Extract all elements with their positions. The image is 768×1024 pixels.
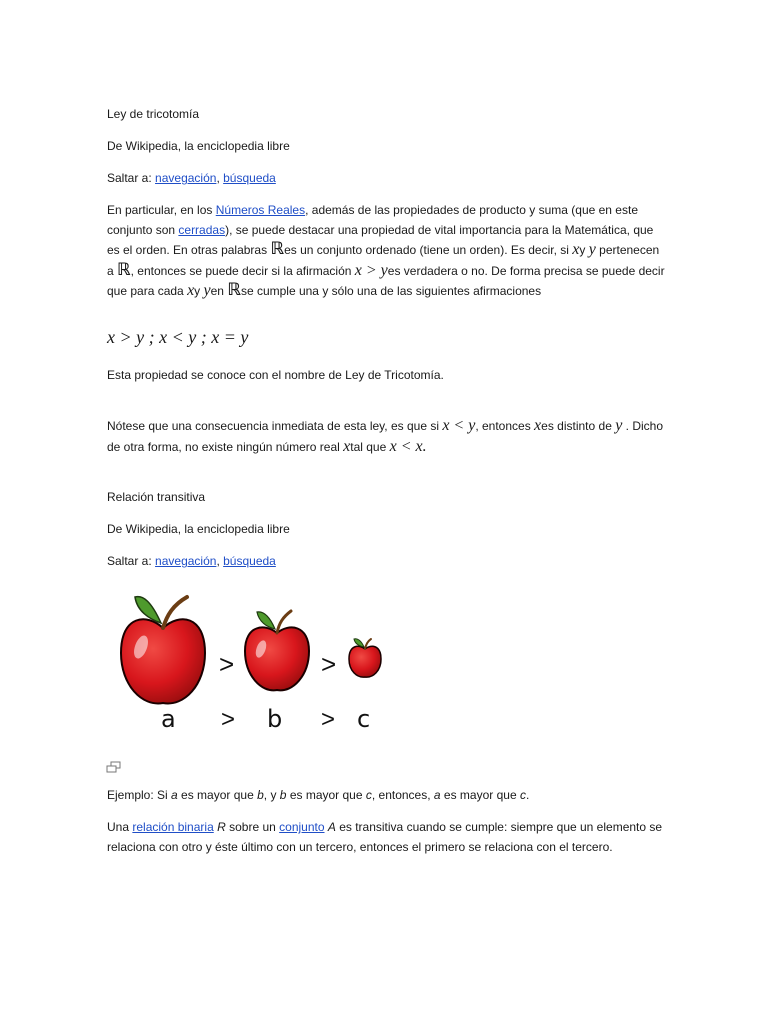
greater-than-symbol: > [321,649,337,679]
math-x: x [572,241,580,258]
text: es un conjunto ordenado (tiene un orden). Es decir, si [284,243,573,257]
text: , entonces [475,419,535,433]
greater-than-symbol: > [221,706,236,733]
source-line: De Wikipedia, la enciclopedia libre [107,522,290,536]
var-b: b [257,788,264,802]
label-c: c [357,705,371,733]
jump-prefix: Saltar a: [107,171,152,185]
text: , además de las propiedades de producto y suma (que en este conjunto son [107,203,638,237]
text: pertenecen a [107,243,660,278]
nav-link[interactable]: navegación [155,171,217,185]
article-title: Relación transitiva [107,490,206,504]
label-b: b [267,705,283,733]
jump-links [107,169,276,189]
apple-a-icon [121,597,205,704]
greater-than-symbol: > [321,706,336,733]
text: , entonces se puede decir si la afirmación [130,263,355,278]
text: , entonces, [371,788,434,802]
math-x: x [187,282,195,299]
var-R: R [217,820,226,834]
enlarge-icon[interactable] [106,761,122,773]
jump-prefix: Saltar a: [107,554,152,568]
math-y: y [203,282,211,299]
reals-symbol: ℝ [227,280,241,300]
text: es mayor que [286,788,366,802]
reals-symbol: ℝ [270,239,285,259]
property-sentence: Esta propiedad se conoce con el nombre de Ley de Tricotomía. [107,368,444,382]
search-link[interactable]: búsqueda [223,554,276,568]
source-line: De Wikipedia, la enciclopedia libre [107,139,290,153]
paragraph-order [107,201,667,302]
apples-transitivity-figure [107,585,397,745]
math-x: x [343,437,351,455]
article-title: Ley de tricotomía [107,107,200,121]
text: Nótese que una consecuencia inmediata de esta ley, es que si [107,419,443,433]
math-x-lt-x: x < x. [389,437,427,455]
text: y [194,284,204,298]
trichotomy-formula: x > y ; x < y ; x = y [107,327,249,347]
example-label: Ejemplo: [107,788,154,802]
text: . [525,788,530,802]
jump-separator: , [216,171,220,185]
text: tal que [350,439,390,454]
text: Una [107,820,133,834]
math-y: y [588,241,596,258]
nav-link[interactable]: navegación [155,554,217,568]
var-a: a [433,788,441,802]
var-c: c [365,788,372,802]
text: Si [153,788,172,802]
relacion-binaria-link[interactable]: relación binaria [132,820,214,834]
apple-c-icon [349,639,381,677]
var-A: A [327,820,336,834]
numeros-reales-link[interactable]: Números Reales [215,203,306,217]
greater-than-symbol: > [219,649,235,679]
text: es mayor que [177,788,258,802]
definition-paragraph [107,818,667,857]
text: En particular, en los [107,203,216,217]
example-sentence [107,786,667,806]
var-b: b [279,788,287,802]
text: es transitiva cuando se cumple: siempre que un elemento se relaciona con otro y éste último con un tercero, entonces el primero se relaciona con el tercero. [107,820,663,854]
text: , y [263,788,280,802]
math-y: y [615,417,623,434]
label-a: a [161,705,176,733]
jump-links [107,552,276,572]
text: . Dicho de otra forma, no existe ningún número real [107,419,663,454]
cerradas-link[interactable]: cerradas [178,222,226,237]
text: es distinto de [541,419,616,433]
text: se cumple una y sólo una de las siguientes afirmaciones [240,284,542,298]
text: ), se puede destacar una propiedad de vital importancia para la Matemática, que es el orden. En otras palabras [107,222,654,257]
paragraph-consequence [107,416,667,457]
text: es verdadera o no. De forma precisa se puede decir que para cada [107,263,665,298]
search-link[interactable]: búsqueda [223,171,276,185]
text: es mayor que [440,788,520,802]
jump-separator: , [216,554,220,568]
text: y [579,243,589,257]
reals-symbol: ℝ [117,259,131,280]
apple-b-icon [245,611,309,690]
math-x-lt-y: x < y [442,417,476,434]
var-c: c [519,788,526,802]
math-x-gt-y: x > y [354,261,388,279]
conjunto-link[interactable]: conjunto [279,820,325,834]
math-x: x [534,417,542,434]
var-a: a [171,788,178,802]
text: sobre un [225,820,280,834]
text: en [210,284,228,298]
